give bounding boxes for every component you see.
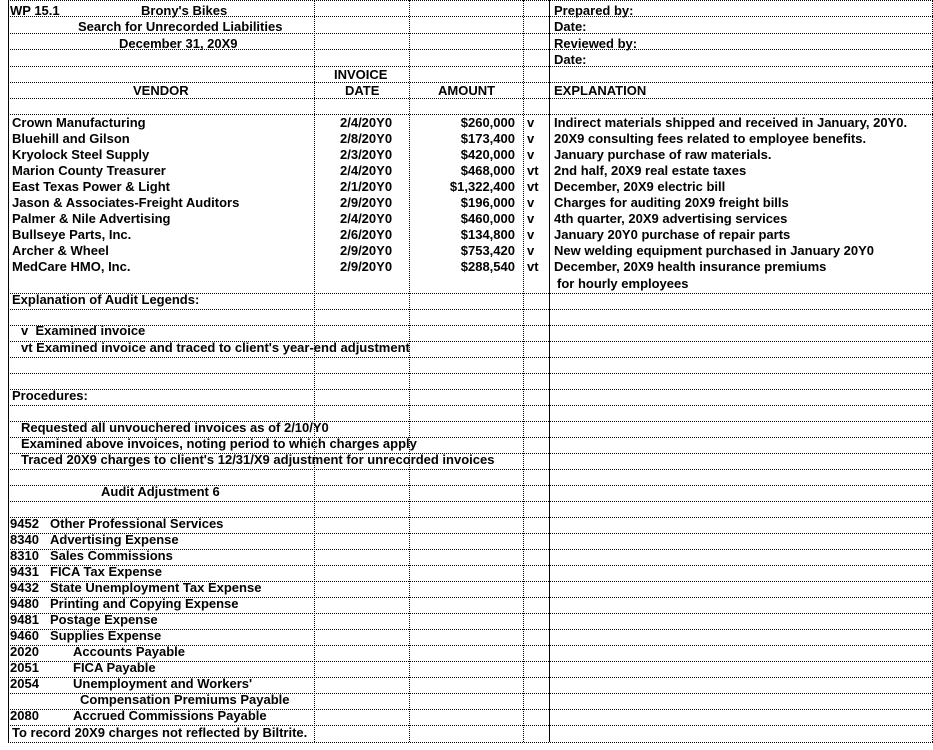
vendor-name: Bluehill and Gilson xyxy=(12,131,130,146)
account-name: State Unemployment Tax Expense xyxy=(50,580,262,595)
account-code: 2051 xyxy=(10,660,39,675)
invoice-amount: $420,000 xyxy=(460,147,515,162)
reviewed-date-label: Date: xyxy=(554,52,587,67)
account-name: Other Professional Services xyxy=(50,516,224,531)
vendor-name: MedCare HMO, Inc. xyxy=(12,259,131,274)
audit-legend: v xyxy=(527,227,535,242)
account-code: 8310 xyxy=(10,548,39,563)
invoice-date: 2/9/20Y0 xyxy=(340,259,393,274)
audit-legend: v xyxy=(527,211,535,226)
explanation-text: January purchase of raw materials. xyxy=(554,147,772,162)
invoice-amount: $134,800 xyxy=(460,227,515,242)
invoice-date: 2/8/20Y0 xyxy=(340,131,393,146)
account-name: Supplies Expense xyxy=(50,628,162,643)
audit-legend: v xyxy=(527,195,535,210)
audit-legend: vt xyxy=(527,163,539,178)
audit-legend: v xyxy=(527,243,535,258)
vendor-name: Marion County Treasurer xyxy=(12,163,166,178)
explanation-column-header: EXPLANATION xyxy=(554,83,647,98)
account-code: 2054 xyxy=(10,676,39,691)
account-name: Accrued Commissions Payable xyxy=(73,708,267,723)
legends-title: Explanation of Audit Legends: xyxy=(12,292,200,307)
account-name: FICA Payable xyxy=(73,660,156,675)
invoice-date: 2/9/20Y0 xyxy=(340,243,393,258)
account-code: 9460 xyxy=(10,628,39,643)
invoice-amount: $753,420 xyxy=(460,243,515,258)
vendor-name: Crown Manufacturing xyxy=(12,115,146,130)
account-code: 8340 xyxy=(10,532,39,547)
vendor-column-header: VENDOR xyxy=(133,83,189,98)
period-date: December 31, 20X9 xyxy=(119,36,238,51)
explanation-text: Indirect materials shipped and received in January, 20Y0. xyxy=(554,115,908,130)
explanation-text: 2nd half, 20X9 real estate taxes xyxy=(554,163,747,178)
account-name: Accounts Payable xyxy=(73,644,185,659)
account-code: 2080 xyxy=(10,708,39,723)
adjustment-title: Audit Adjustment 6 xyxy=(101,484,220,499)
date-column-header: DATE xyxy=(345,83,380,98)
invoice-date: 2/9/20Y0 xyxy=(340,195,393,210)
procedure-item: Examined above invoices, noting period to which charges apply xyxy=(21,436,417,451)
workpaper-sheet xyxy=(8,0,933,742)
account-name: Unemployment and Workers' xyxy=(73,676,253,691)
invoice-date: 2/3/20Y0 xyxy=(340,147,393,162)
account-code: 9431 xyxy=(10,564,39,579)
invoice-date: 2/6/20Y0 xyxy=(340,227,393,242)
account-code: 9432 xyxy=(10,580,39,595)
explanation-text: 20X9 consulting fees related to employee benefits. xyxy=(554,131,867,146)
account-code: 9480 xyxy=(10,596,39,611)
vendor-name: Archer & Wheel xyxy=(12,243,109,258)
invoice-column-header: INVOICE xyxy=(334,67,388,82)
vendor-name: Bullseye Parts, Inc. xyxy=(12,227,132,242)
account-name: FICA Tax Expense xyxy=(50,564,162,579)
audit-legend: v xyxy=(527,131,535,146)
amount-column-header: AMOUNT xyxy=(438,83,496,98)
audit-legend: v xyxy=(527,147,535,162)
explanation-text: Charges for auditing 20X9 freight bills xyxy=(554,195,789,210)
vendor-name: Jason & Associates-Freight Auditors xyxy=(12,195,240,210)
legend-vt: vt Examined invoice and traced to client's year-end adjustment xyxy=(21,340,410,355)
company-name: Brony's Bikes xyxy=(141,3,228,18)
audit-legend: vt xyxy=(527,259,539,274)
invoice-amount: $468,000 xyxy=(460,163,515,178)
invoice-amount: $460,000 xyxy=(460,211,515,226)
account-code: 9481 xyxy=(10,612,39,627)
invoice-amount: $288,540 xyxy=(460,259,515,274)
explanation-text: December, 20X9 health insurance premiums xyxy=(554,259,827,274)
prepared-date-label: Date: xyxy=(554,19,587,34)
adjustment-note: To record 20X9 charges not reflected by Biltrite. xyxy=(12,725,308,740)
prepared-by-label: Prepared by: xyxy=(554,3,634,18)
account-name: Advertising Expense xyxy=(50,532,179,547)
procedure-item: Traced 20X9 charges to client's 12/31/X9 adjustment for unrecorded invoices xyxy=(21,452,495,467)
explanation-text: 4th quarter, 20X9 advertising services xyxy=(554,211,788,226)
legend-v: v Examined invoice xyxy=(21,323,146,338)
invoice-amount: $173,400 xyxy=(460,131,515,146)
workpaper-number: WP 15.1 xyxy=(10,3,60,18)
explanation-text: December, 20X9 electric bill xyxy=(554,179,726,194)
audit-legend: v xyxy=(527,115,535,130)
invoice-amount: $1,322,400 xyxy=(449,179,515,194)
invoice-amount: $260,000 xyxy=(460,115,515,130)
account-name: Postage Expense xyxy=(50,612,158,627)
procedures-title: Procedures: xyxy=(12,388,88,403)
invoice-date: 2/4/20Y0 xyxy=(340,115,393,130)
account-name: Compensation Premiums Payable xyxy=(80,692,290,707)
account-name: Printing and Copying Expense xyxy=(50,596,239,611)
invoice-date: 2/4/20Y0 xyxy=(340,211,393,226)
invoice-date: 2/1/20Y0 xyxy=(340,179,393,194)
vendor-name: Palmer & Nile Advertising xyxy=(12,211,171,226)
invoice-amount: $196,000 xyxy=(460,195,515,210)
explanation-text: January 20Y0 purchase of repair parts xyxy=(554,227,791,242)
page-title: Search for Unrecorded Liabilities xyxy=(78,19,283,34)
vendor-name: Kryolock Steel Supply xyxy=(12,147,150,162)
audit-legend: vt xyxy=(527,179,539,194)
account-code: 9452 xyxy=(10,516,39,531)
account-code: 2020 xyxy=(10,644,39,659)
explanation-continued: for hourly employees xyxy=(557,276,689,291)
procedure-item: Requested all unvouchered invoices as of 2/10/Y0 xyxy=(21,420,329,435)
reviewed-by-label: Reviewed by: xyxy=(554,36,638,51)
account-name: Sales Commissions xyxy=(50,548,173,563)
invoice-date: 2/4/20Y0 xyxy=(340,163,393,178)
vendor-name: East Texas Power & Light xyxy=(12,179,170,194)
explanation-text: New welding equipment purchased in January 20Y0 xyxy=(554,243,875,258)
